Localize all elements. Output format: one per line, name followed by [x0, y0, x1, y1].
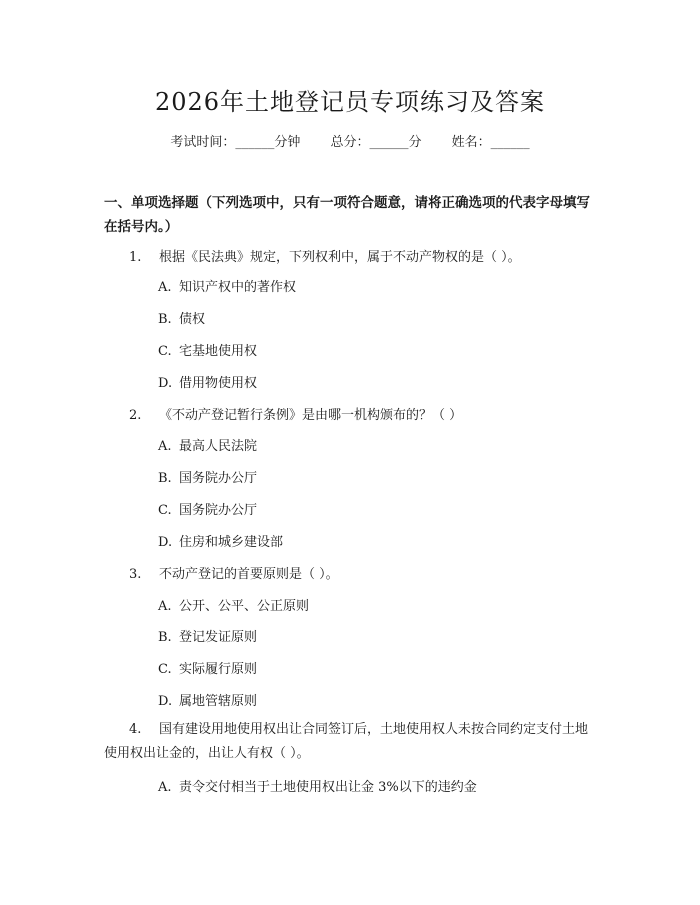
- question-1-option-a: [158, 276, 296, 295]
- question-1: [129, 246, 521, 265]
- question-3-option-b: [158, 626, 257, 645]
- name-field: 姓名：______: [451, 135, 530, 150]
- question-number: 1.: [129, 250, 142, 265]
- option-letter: D.: [158, 694, 173, 709]
- exam-info: [0, 131, 700, 150]
- option-letter: B.: [158, 630, 172, 645]
- option-text: 国务院办公厅: [179, 471, 258, 486]
- exam-time-field: 考试时间：______分钟: [170, 135, 301, 150]
- total-score-field: 总分：______分: [330, 135, 422, 150]
- question-2: [129, 404, 462, 423]
- option-letter: A.: [158, 439, 172, 454]
- option-letter: A.: [158, 780, 172, 795]
- option-text: 登记发证原则: [179, 630, 258, 645]
- option-text: 知识产权中的著作权: [179, 280, 297, 295]
- option-text: 国务院办公厅: [179, 503, 258, 518]
- question-1-option-b: [158, 308, 205, 327]
- option-text: 债权: [179, 312, 206, 327]
- question-2-option-c: [158, 499, 257, 518]
- option-letter: B.: [158, 471, 172, 486]
- option-text: 宅基地使用权: [179, 344, 258, 359]
- question-1-option-d: [158, 372, 257, 391]
- question-3-option-d: [158, 690, 257, 709]
- option-letter: C.: [158, 344, 172, 359]
- option-letter: A.: [158, 599, 172, 614]
- question-text: 《不动产登记暂行条例》是由哪一机构颁布的？（ ）: [159, 408, 463, 423]
- question-number: 4.: [129, 722, 142, 737]
- option-text: 借用物使用权: [179, 376, 258, 391]
- question-text: 国有建设用地使用权出让合同签订后，土地使用权人未按合同约定支付土地使用权出让金的，出让人有权（ ）。: [104, 722, 589, 761]
- option-text: 责令交付相当于土地使用权出让金 3%以下的违约金: [179, 780, 477, 795]
- option-text: 属地管辖原则: [179, 694, 258, 709]
- question-2-option-a: [158, 435, 257, 454]
- option-letter: C.: [158, 662, 172, 677]
- option-letter: A.: [158, 280, 172, 295]
- question-3-option-c: [158, 658, 257, 677]
- section-heading: 一、单项选择题（下列选项中，只有一项符合题意，请将正确选项的代表字母填写在括号内。）: [104, 195, 590, 235]
- option-text: 最高人民法院: [179, 439, 258, 454]
- option-letter: D.: [158, 535, 173, 550]
- question-1-option-c: [158, 340, 257, 359]
- option-text: 公开、公平、公正原则: [179, 599, 310, 614]
- option-letter: B.: [158, 312, 172, 327]
- question-text: 根据《民法典》规定，下列权利中，属于不动产物权的是（ ）。: [159, 250, 521, 265]
- question-2-option-d: [158, 531, 283, 550]
- question-text: 不动产登记的首要原则是（ ）。: [159, 567, 339, 582]
- document-title: 2026年土地登记员专项练习及答案: [154, 88, 546, 116]
- option-letter: D.: [158, 376, 173, 391]
- option-text: 实际履行原则: [179, 662, 258, 677]
- question-2-option-b: [158, 467, 257, 486]
- question-3: [129, 563, 339, 582]
- question-number: 3.: [129, 567, 142, 582]
- question-3-option-a: [158, 595, 309, 614]
- question-4-option-a: [158, 776, 477, 795]
- question-4: [104, 718, 598, 766]
- question-number: 2.: [129, 408, 142, 423]
- option-text: 住房和城乡建设部: [179, 535, 284, 550]
- option-letter: C.: [158, 503, 172, 518]
